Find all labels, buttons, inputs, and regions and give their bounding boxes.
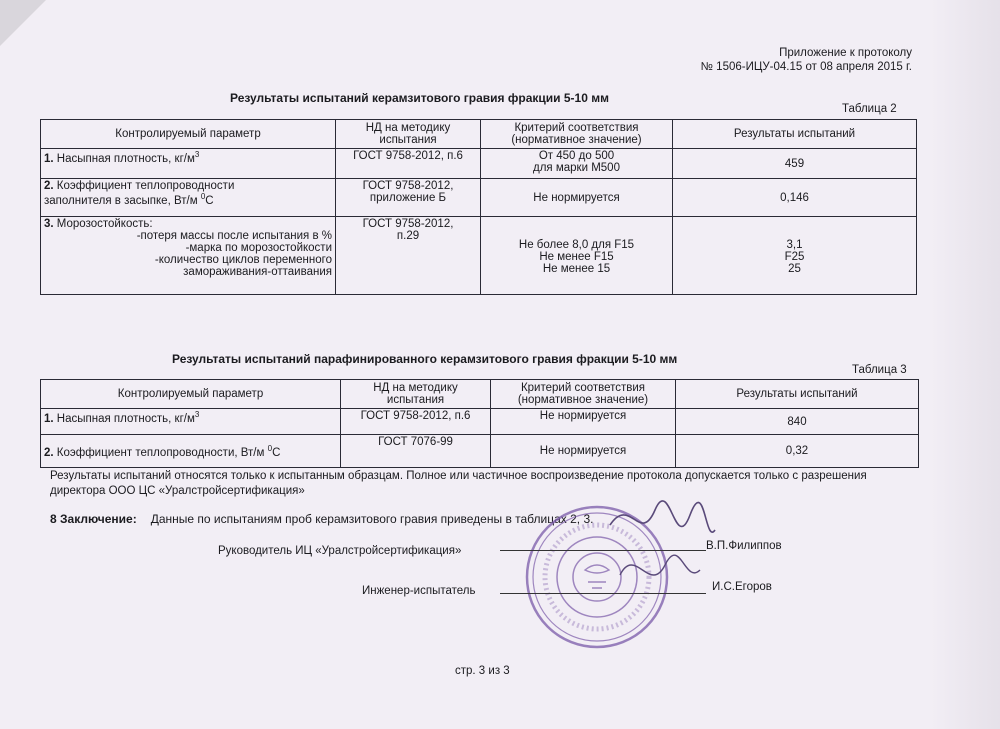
method-line: п.29	[396, 230, 420, 242]
method-cell	[336, 217, 481, 295]
conclusion-label: 8 Заключение:	[50, 512, 137, 526]
unit-superscript: 3	[194, 410, 200, 419]
criterion-line: Не менее F15	[539, 251, 614, 263]
col-header-param: Контролируемый параметр	[41, 120, 336, 149]
head-role: Руководитель ИЦ «Уралстройсертификация»	[218, 545, 462, 557]
disclaimer-line: директора ООО ЦС «Уралстройсертификация»	[50, 485, 305, 497]
table3-title: Результаты испытаний парафинированного керамзитового гравия фракции 5-10 мм	[172, 352, 678, 366]
criterion-line: От 450 до 500	[538, 150, 615, 162]
sub-param: -марка по морозостойкости	[185, 242, 332, 254]
param-text: заполнителя в засыпке, Вт/м	[44, 194, 198, 207]
table-row	[41, 435, 919, 468]
criterion-cell: Не нормируется	[481, 179, 673, 217]
conclusion	[50, 512, 593, 526]
row-number: 2.	[44, 180, 54, 192]
criterion-cell: Не нормируется	[491, 409, 676, 435]
param-cell	[41, 409, 341, 435]
param-cell	[41, 435, 341, 468]
method-line: ГОСТ 9758-2012,	[362, 180, 454, 192]
param-text: Насыпная плотность, кг/м	[56, 412, 195, 425]
table3-label: Таблица 3	[852, 364, 907, 376]
unit-superscript: 0	[267, 443, 273, 453]
head-name: В.П.Филиппов	[706, 540, 782, 552]
signature-icon	[600, 485, 720, 605]
disclaimer-line: Результаты испытаний относятся только к испытанным образцам. Полное или частичное воспроизведение протокола допускается только с разрешения	[50, 470, 867, 482]
param-text: Коэффициент теплопроводности	[56, 180, 235, 192]
col-header-method: НД на методику испытания	[341, 380, 491, 409]
page-number: стр. 3 из 3	[455, 665, 510, 677]
engineer-name: И.С.Егоров	[712, 581, 772, 593]
param-cell	[41, 179, 336, 217]
criterion-line: Не менее 15	[542, 263, 611, 275]
unit-superscript: 0	[200, 192, 206, 201]
col-header-result: Результаты испытаний	[676, 380, 919, 409]
result-cell	[673, 217, 917, 295]
table-row	[41, 149, 917, 179]
col-header-criterion: Критерий соответствия (нормативное значение)	[491, 380, 676, 409]
criterion-line: Не более 8,0 для F15	[518, 239, 635, 251]
result-line: 25	[788, 263, 801, 275]
table2	[40, 119, 917, 295]
unit-superscript: 3	[194, 150, 200, 159]
criterion-cell	[481, 217, 673, 295]
page-edge-shadow	[930, 0, 1000, 729]
method-cell	[336, 179, 481, 217]
result-cell: 0,146	[673, 179, 917, 217]
param-text: Насыпная плотность, кг/м	[56, 152, 195, 165]
method-line: приложение Б	[369, 192, 447, 204]
row-number: 1.	[44, 412, 54, 425]
sub-param: замораживания-оттаивания	[183, 266, 332, 278]
method-cell: ГОСТ 9758-2012, п.6	[341, 409, 491, 435]
table-row	[41, 179, 917, 217]
criterion-cell: Не нормируется	[491, 435, 676, 468]
param-cell	[41, 149, 336, 179]
table2-label: Таблица 2	[842, 103, 897, 115]
table2-header-row	[41, 120, 917, 149]
row-number: 1.	[44, 152, 54, 165]
table2-title: Результаты испытаний керамзитового гравия фракции 5-10 мм	[230, 91, 609, 105]
col-header-criterion: Критерий соответствия (нормативное значение)	[481, 120, 673, 149]
col-header-result: Результаты испытаний	[673, 120, 917, 149]
col-header-param: Контролируемый параметр	[41, 380, 341, 409]
param-text: Коэффициент теплопроводности, Вт/м	[56, 446, 265, 459]
method-line: ГОСТ 9758-2012,	[362, 218, 454, 230]
sub-param: -потеря массы после испытания в %	[136, 230, 332, 242]
col-header-method: НД на методику испытания	[336, 120, 481, 149]
result-line: 3,1	[786, 239, 803, 251]
unit-text: С	[272, 446, 281, 459]
row-number: 3.	[44, 218, 54, 230]
conclusion-text: Данные по испытаниям проб керамзитового гравия приведены в таблицах 2, 3.	[150, 512, 594, 526]
param-cell	[41, 217, 336, 295]
result-cell: 459	[673, 149, 917, 179]
table-row	[41, 409, 919, 435]
criterion-cell	[481, 149, 673, 179]
table3-header-row	[41, 380, 919, 409]
result-cell: 0,32	[676, 435, 919, 468]
criterion-line: для марки М500	[533, 162, 620, 174]
unit-text: С	[205, 194, 214, 207]
sub-param: -количество циклов переменного	[154, 254, 332, 266]
result-cell: 840	[676, 409, 919, 435]
engineer-role: Инженер-испытатель	[362, 585, 476, 597]
param-text: Морозостойкость:	[56, 218, 153, 230]
appendix-line: Приложение к протоколу	[779, 47, 912, 59]
folded-corner	[0, 0, 46, 46]
method-cell: ГОСТ 9758-2012, п.6	[336, 149, 481, 179]
row-number: 2.	[44, 446, 54, 459]
table-row	[41, 217, 917, 295]
result-line: F25	[784, 251, 805, 263]
method-cell: ГОСТ 7076-99	[341, 435, 491, 468]
protocol-number: № 1506-ИЦУ-04.15 от 08 апреля 2015 г.	[700, 61, 912, 73]
table3	[40, 379, 919, 468]
